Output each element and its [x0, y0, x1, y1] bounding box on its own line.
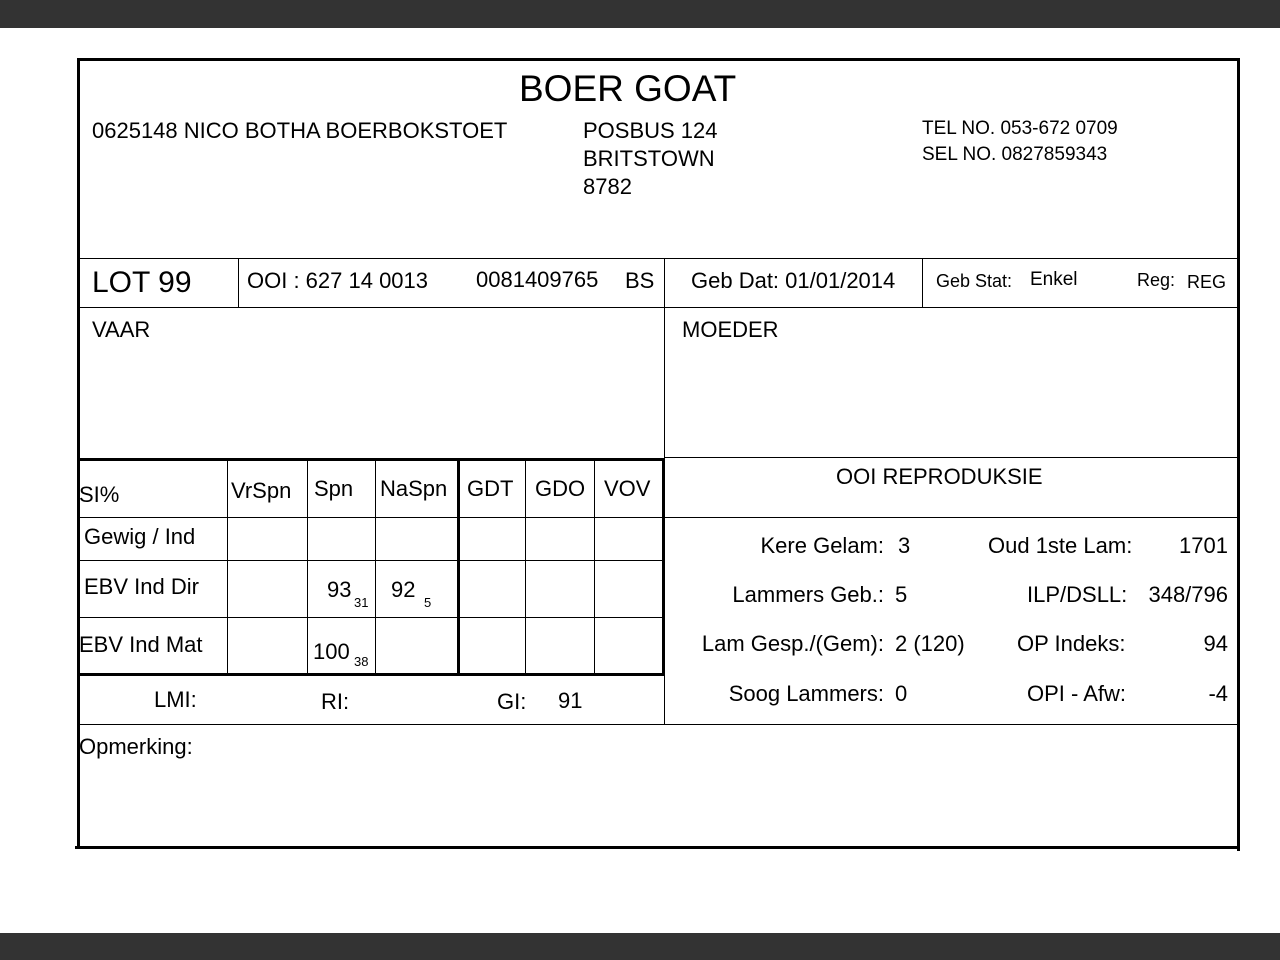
breeder-name: 0625148 NICO BOTHA BOERBOKSTOET	[92, 118, 508, 143]
birth-status-label: Geb Stat:	[936, 271, 1013, 291]
repro-soog-lammers-label: Soog Lammers:	[728, 681, 884, 706]
sire-label: VAAR	[92, 317, 151, 342]
ebv-dir-spn-accuracy: 31	[354, 595, 369, 610]
repro-title: OOI REPRODUKSIE	[836, 464, 1043, 489]
bs-code: BS	[625, 268, 655, 293]
ri-label: RI:	[321, 689, 350, 714]
col-vov: VOV	[604, 476, 651, 501]
lot-number: LOT 99	[92, 266, 192, 299]
rule-repro-top	[664, 457, 1237, 458]
gi-label: GI:	[497, 689, 527, 714]
repro-ilp-dsll-label: ILP/DSLL:	[1027, 582, 1128, 607]
row-label-ebv-mat: EBV Ind Mat	[79, 632, 203, 657]
rule-si-bottom	[80, 673, 664, 676]
repro-lammers-geb-value: 5	[895, 582, 908, 607]
repro-lam-gesp-value: 2 (120)	[895, 631, 965, 656]
rule-si-row2	[80, 617, 664, 618]
ebv-mat-spn: 100	[313, 639, 350, 664]
repro-opi-afw-label: OPI - Afw:	[1027, 681, 1127, 706]
rule-v-lot	[238, 258, 239, 307]
col-vrspn: VrSpn	[231, 478, 292, 503]
rule-lot-bottom	[80, 307, 1237, 308]
rule-lot-top	[80, 258, 1237, 259]
repro-lammers-geb-label: Lammers Geb.:	[732, 582, 884, 607]
cell-number: SEL NO. 0827859343	[922, 144, 1108, 165]
repro-ilp-dsll-value: 348/796	[1148, 582, 1228, 607]
repro-lam-gesp-label: Lam Gesp./(Gem):	[701, 631, 884, 656]
dam-label: MOEDER	[682, 317, 779, 342]
rule-v-gdt	[457, 458, 460, 676]
repro-opi-afw-value: -4	[1208, 681, 1228, 706]
repro-kere-gelam-label: Kere Gelam:	[760, 533, 884, 558]
reg-value: REG	[1187, 272, 1227, 292]
ebv-mat-spn-accuracy: 38	[354, 654, 369, 669]
ebv-dir-naspn-accuracy: 5	[424, 595, 432, 610]
repro-op-indeks-value: 94	[1203, 631, 1228, 656]
rule-si-top	[80, 458, 664, 461]
rule-remarks-top	[80, 724, 1237, 725]
rule-v-spn	[307, 461, 308, 675]
rule-v-gdo	[525, 461, 526, 675]
ebv-dir-spn: 93	[327, 577, 352, 602]
row-label-ebv-dir: EBV Ind Dir	[84, 574, 199, 599]
frame-top	[77, 58, 1240, 61]
frame-bottom	[75, 846, 1240, 849]
repro-op-indeks-label: OP Indeks:	[1017, 631, 1126, 656]
lmi-label: LMI:	[154, 687, 197, 712]
ooi-number: OOI : 627 14 0013	[247, 268, 429, 293]
repro-kere-gelam-value: 3	[898, 533, 911, 558]
row-label-gewig: Gewig / Ind	[84, 524, 196, 549]
birth-status-value: Enkel	[1030, 269, 1078, 290]
col-gdo: GDO	[535, 476, 586, 501]
frame-left	[77, 58, 80, 849]
gi-value: 91	[558, 688, 583, 713]
rule-v-naspn	[375, 461, 376, 675]
rule-v-vov	[594, 461, 595, 675]
col-naspn: NaSpn	[380, 476, 448, 501]
address-line-3: 8782	[583, 174, 632, 199]
si-corner: SI%	[79, 482, 120, 507]
col-gdt: GDT	[467, 476, 514, 501]
repro-oud-1ste-lam-label: Oud 1ste Lam:	[988, 533, 1133, 558]
rule-si-header	[80, 517, 1237, 518]
id-number: 0081409765	[476, 267, 599, 292]
birth-date: Geb Dat: 01/01/2014	[691, 268, 896, 293]
frame-right	[1237, 58, 1240, 851]
card-title: BOER GOAT	[519, 68, 737, 109]
remarks-label: Opmerking:	[79, 734, 193, 759]
col-spn: Spn	[314, 476, 354, 501]
address-line-2: BRITSTOWN	[583, 146, 715, 171]
rule-v-si-right	[662, 458, 665, 676]
reg-label: Reg:	[1137, 270, 1176, 290]
rule-si-row1	[80, 560, 664, 561]
rule-v-vrspn	[227, 461, 228, 675]
ebv-dir-naspn: 92	[391, 577, 416, 602]
tel-number: TEL NO. 053-672 0709	[922, 118, 1118, 139]
repro-soog-lammers-value: 0	[895, 681, 908, 706]
address-line-1: POSBUS 124	[583, 118, 718, 143]
rule-v-gebdat	[922, 258, 923, 307]
repro-oud-1ste-lam-value: 1701	[1179, 533, 1228, 558]
